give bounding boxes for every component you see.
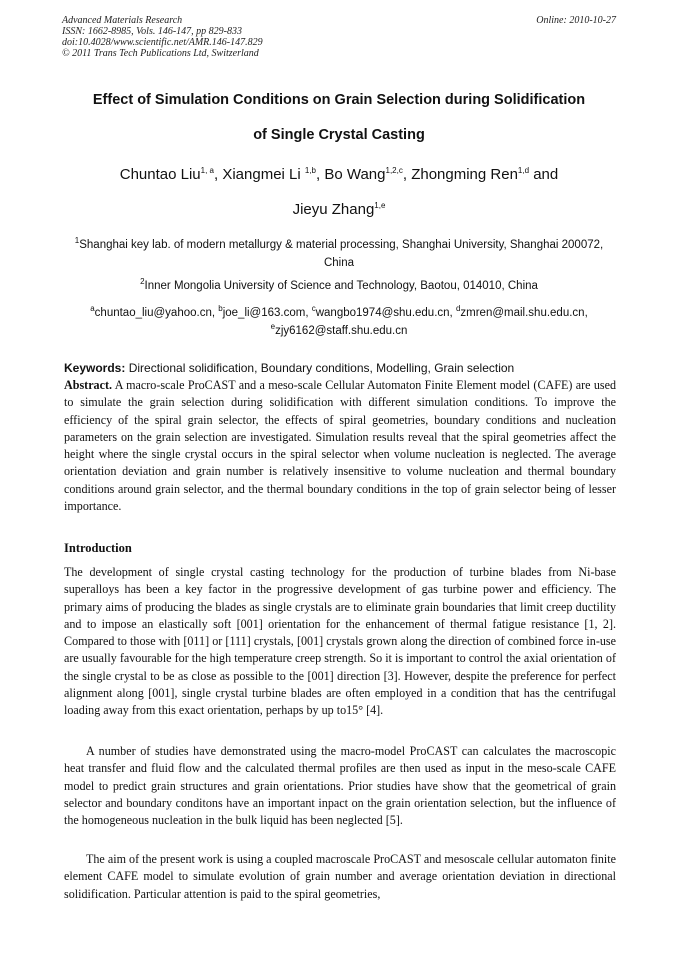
email-list: $^a$chuntao_liu@yahoo.cn, $^b$joe_li@163.com, $^c$wangbo1974@shu.edu.cn, $^d$zmren@mail.shu.edu.cn, $^e$zjy6162@staff.shu.edu.cn — [90, 304, 588, 337]
author-name: Bo Wang — [324, 166, 386, 183]
keywords-label: Keywords: — [64, 361, 126, 375]
email-link[interactable]: zjy6162@staff.shu.edu.cn — [275, 325, 408, 337]
affiliation-text: Shanghai key lab. of modern metallurgy & material processing, Shanghai University, Shanghai 200072, China — [79, 239, 604, 269]
author-affiliation-mark: 1,e — [374, 201, 386, 210]
affiliation-text: Inner Mongolia University of Science and Technology, Baotou, 014010, China — [144, 280, 538, 292]
author-name: Zhongming Ren — [411, 166, 518, 183]
abstract-label: Abstract. — [64, 378, 113, 392]
introduction-paragraph-2: A number of studies have demonstrated using the macro-model ProCAST can calculates the macroscopic heat transfer and fluid flow and the calculated thermal profiles are then used as input in the meso-scale CAFE model to predict grain structures and grain orientations. Prior studies have show that the geometrical of grain selector and boundary conditons have an important inpact on the grain orientation selection, but the influence of the homogeneous nucleation in the bulk liquid has been neglected [5]. — [64, 744, 616, 828]
email-link[interactable]: joe_li@163.com — [222, 307, 306, 319]
author-affiliation-mark: 1,d — [517, 166, 530, 175]
abstract — [64, 377, 616, 515]
author-affiliation-mark: 1,b — [304, 166, 316, 175]
email-link[interactable]: wangbo1974@shu.edu.cn — [315, 307, 450, 319]
author-list — [40, 166, 638, 183]
publication-info — [62, 15, 263, 59]
author-name: Chuntao Liu — [119, 166, 201, 183]
keywords — [64, 361, 616, 376]
author-separator: and — [529, 166, 559, 183]
doi: doi:10.4028/www.scientific.net/AMR.146-147.829 — [62, 37, 263, 48]
author-affiliation-mark: 1, a — [200, 166, 214, 175]
introduction-paragraph-1: The development of single crystal casting technology for the production of turbine blades from Ni-base superalloys has been a key factor in the progressive development of gas turbine power and efficiency. The primary aims of producing the blades as single crystals are to eliminate grain boundaries that limit creep ductility and to impose an elastically soft [001] orientation for the enhancement of thermal fatigue resistance [1, 2]. Compared to those with [011] or [111] crystals, [001] crystals grown along the direction of combined force in-use are usually favourable for the high temperature creep strength. So it is important to control the axial orientation of the single crystal to be as close as possible to the [001] direction [3]. However, despite the preference for perfect alignment along [001], single crystal turbine blades are often employed in a condition that has the centrifugal loading away from this exact orientation, perhaps by up to15° [4]. — [64, 565, 616, 718]
email-mark: e — [270, 322, 276, 332]
introduction-paragraph-3: The aim of the present work is using a coupled macroscale ProCAST and mesoscale cellular automaton finite element CAFE model to simulate evolution of grain number and average orientation deviation in directional solidification. Particular attention is paid to the spiral geometries, — [64, 852, 616, 901]
copyright: © 2011 Trans Tech Publications Ltd, Switzerland — [62, 48, 259, 59]
issn: ISSN: 1662-8985, Vols. 146-147, pp 829-833 — [62, 26, 242, 37]
author-name: Jieyu Zhang — [292, 201, 375, 218]
author-affiliation-mark: 1,2,c — [385, 166, 403, 175]
affiliation-mark: 1 — [74, 236, 80, 246]
email-mark: d — [455, 304, 461, 314]
journal-name: Advanced Materials Research — [62, 15, 183, 26]
email-link[interactable]: zmren@mail.shu.edu.cn — [460, 307, 585, 319]
author-separator: , — [402, 166, 412, 183]
affiliation-mark: 2 — [140, 277, 145, 287]
author-separator: , — [316, 166, 325, 183]
email-mark: b — [218, 304, 223, 314]
online-date: Online: 2010-10-27 — [536, 15, 616, 26]
affiliation-1 — [70, 236, 608, 272]
affiliation-2 — [40, 277, 638, 295]
keywords-text: Directional solidification, Boundary conditions, Modelling, Grain selection — [125, 361, 515, 375]
paper-title-line-2: of Single Crystal Casting — [253, 127, 425, 143]
email-link[interactable]: chuntao_liu@yahoo.cn — [94, 307, 212, 319]
author-separator: , — [213, 166, 223, 183]
abstract-text: A macro-scale ProCAST and a meso-scale Cellular Automaton Finite Element model (CAFE) are used to simulate the grain selection during solidification with different simulation conditions. To improve the efficiency of the spiral grain selector, the effects of spiral geometries, boundary conditions and nucleation parameters on the grain selection are investigated. Simulation results reveal that the spiral geometries affect the height where the single crystal occurs in the spiral selector when volume nucleation is neglected. The average orientation deviation and grain number is relatively insensitive to volume nucleation and thermal boundary conditions around grain selector, and the thermal boundary conditions in the top of grain selector being of lesser importance. — [64, 378, 616, 514]
author-list-continued — [40, 201, 638, 218]
author-name: Xiangmei Li — [222, 166, 305, 183]
email-mark: a — [90, 304, 95, 314]
introduction-heading: Introduction — [64, 541, 132, 555]
paper-title-line-1: Effect of Simulation Conditions on Grain Selection during Solidification — [92, 92, 586, 108]
email-mark: c — [311, 304, 316, 314]
